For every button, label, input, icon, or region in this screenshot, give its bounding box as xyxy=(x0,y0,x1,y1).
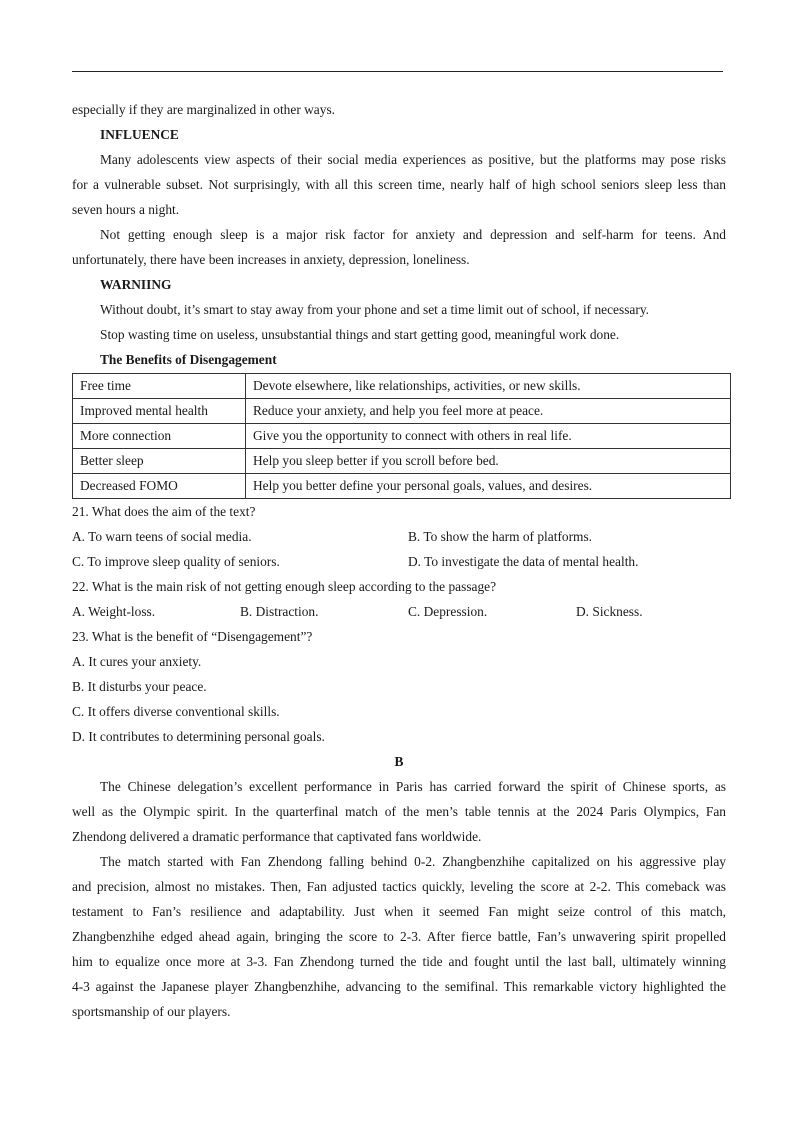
influence-para1-line3: seven hours a night. xyxy=(72,202,180,217)
table-cell-benefit: Better sleep xyxy=(73,449,246,474)
warning-line1: Without doubt, it’s smart to stay away from your phone and set a time limit out of school, if necessary. xyxy=(100,302,649,317)
heading-influence: INFLUENCE xyxy=(100,127,179,142)
passage-a-continuation: especially if they are marginalized in other ways. xyxy=(72,102,336,117)
b-para2-line6: 4-3 against the Japanese player Zhangbenzhihe, advancing to the semifinal. This remarkable victory highlighted the xyxy=(72,979,726,994)
q23-stem: 23. What is the benefit of “Disengagement”? xyxy=(72,629,313,644)
q21-options-row1 xyxy=(72,524,726,549)
q23-option-d: D. It contributes to determining personal goals. xyxy=(72,729,325,744)
warning-line2: Stop wasting time on useless, unsubstantial things and start getting good, meaningful work done. xyxy=(100,327,620,342)
table-row xyxy=(73,374,731,399)
influence-para1-line1: Many adolescents view aspects of their social media experiences as positive, but the platforms may pose risks xyxy=(100,152,726,167)
q22-options-row xyxy=(72,599,726,624)
table-cell-description: Help you sleep better if you scroll before bed. xyxy=(246,449,731,474)
table-cell-benefit: Improved mental health xyxy=(73,399,246,424)
table-cell-description: Help you better define your personal goals, values, and desires. xyxy=(246,474,731,499)
q21-stem: 21. What does the aim of the text? xyxy=(72,504,256,519)
influence-para1-line2: for a vulnerable subset. Not surprisingly, with all this screen time, nearly half of high school seniors sleep less than xyxy=(72,177,726,192)
q23-option-c: C. It offers diverse conventional skills. xyxy=(72,704,280,719)
b-para1-line3: Zhendong delivered a dramatic performance that captivated fans worldwide. xyxy=(72,829,482,844)
b-para1-line2: well as the Olympic spirit. In the quarterfinal match of the men’s table tennis at the 2024 Paris Olympics, Fan xyxy=(72,804,726,819)
table-cell-description: Give you the opportunity to connect with others in real life. xyxy=(246,424,731,449)
table-cell-benefit: More connection xyxy=(73,424,246,449)
q22-option-a: A. Weight-loss. xyxy=(72,604,156,619)
table-cell-benefit: Decreased FOMO xyxy=(73,474,246,499)
q21-option-a: A. To warn teens of social media. xyxy=(72,529,252,544)
b-para2-line1: The match started with Fan Zhendong falling behind 0-2. Zhangbenzhihe capitalized on his aggressive play xyxy=(100,854,726,869)
benefits-table xyxy=(72,373,731,499)
table-title: The Benefits of Disengagement xyxy=(100,352,277,367)
q23-option-b: B. It disturbs your peace. xyxy=(72,679,207,694)
influence-para2-line2: unfortunately, there have been increases in anxiety, depression, loneliness. xyxy=(72,252,470,267)
b-para2-line5: him to equalize once more at 3-3. Fan Zhendong turned the tide and fought until the last ball, ultimately winning xyxy=(72,954,726,969)
b-para2-line7: sportsmanship of our players. xyxy=(72,1004,231,1019)
b-para2-line3: testament to Fan’s resilience and adaptability. Just when it seemed Fan might seize control of this match, xyxy=(72,904,726,919)
page-content xyxy=(72,97,726,1024)
table-row xyxy=(73,399,731,424)
heading-warning: WARNIING xyxy=(100,277,172,292)
b-para2-line4: Zhangbenzhihe edged ahead again, bringing the score to 2-3. After fierce battle, Fan’s unwavering spirit propelled xyxy=(72,929,726,944)
q22-stem: 22. What is the main risk of not getting enough sleep according to the passage? xyxy=(72,579,497,594)
b-para1-line1: The Chinese delegation’s excellent performance in Paris has carried forward the spirit of Chinese sports, as xyxy=(100,779,726,794)
q21-option-d: D. To investigate the data of mental health. xyxy=(408,554,639,569)
passage-b-label: B xyxy=(394,754,404,769)
table-cell-benefit: Free time xyxy=(73,374,246,399)
b-para2-line2: and precision, almost no mistakes. Then, Fan adjusted tactics quickly, leveling the score at 2-2. This comeback was xyxy=(72,879,726,894)
q21-option-b: B. To show the harm of platforms. xyxy=(408,529,593,544)
q22-option-c: C. Depression. xyxy=(408,604,488,619)
table-cell-description: Reduce your anxiety, and help you feel more at peace. xyxy=(246,399,731,424)
table-row xyxy=(73,449,731,474)
table-row xyxy=(73,424,731,449)
table-cell-description: Devote elsewhere, like relationships, activities, or new skills. xyxy=(246,374,731,399)
header-rule xyxy=(72,71,723,72)
q21-options-row2 xyxy=(72,549,726,574)
q23-option-a: A. It cures your anxiety. xyxy=(72,654,202,669)
q21-option-c: C. To improve sleep quality of seniors. xyxy=(72,554,280,569)
table-row xyxy=(73,474,731,499)
q22-option-d: D. Sickness. xyxy=(576,604,643,619)
q22-option-b: B. Distraction. xyxy=(240,604,319,619)
influence-para2-line1: Not getting enough sleep is a major risk factor for anxiety and depression and self-harm for teens. And xyxy=(100,227,726,242)
